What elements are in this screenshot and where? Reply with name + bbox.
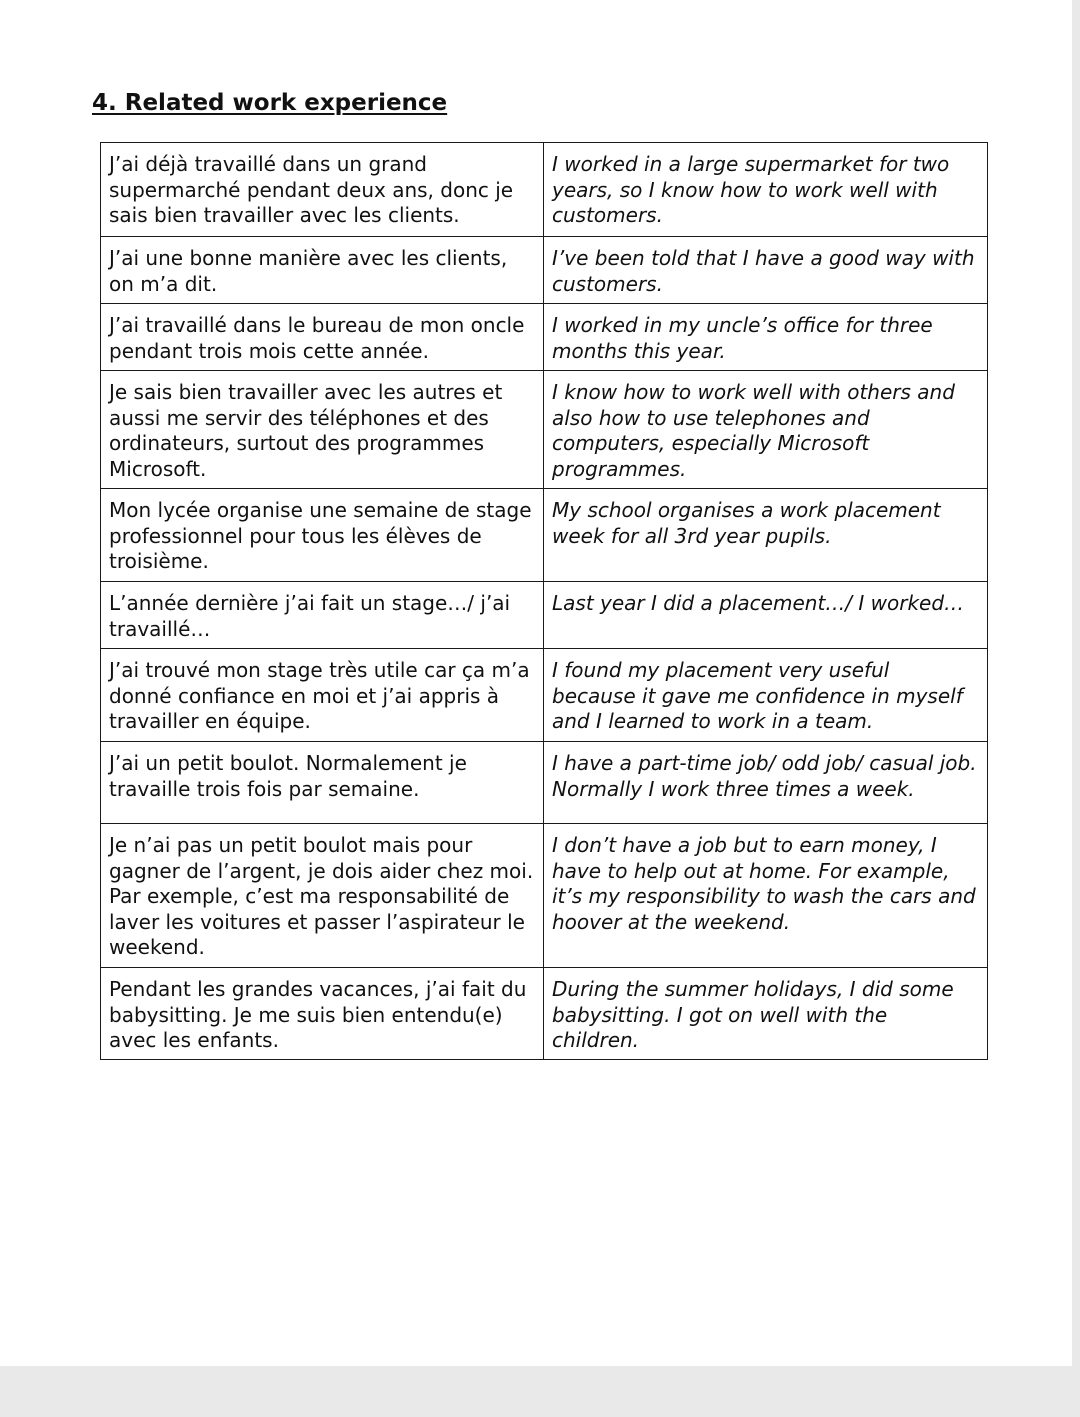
- french-phrase: J’ai travaillé dans le bureau de mon oncle pendant trois mois cette année.: [101, 304, 544, 371]
- table-row: [101, 742, 988, 824]
- table-row: [101, 143, 988, 237]
- english-translation: I’ve been told that I have a good way with customers.: [544, 237, 988, 304]
- table-row: [101, 237, 988, 304]
- english-translation: I worked in my uncle’s office for three months this year.: [544, 304, 988, 371]
- table-row: [101, 649, 988, 742]
- table-row: [101, 582, 988, 649]
- french-phrase: L’année dernière j’ai fait un stage…/ j’ai travaillé…: [101, 582, 544, 649]
- french-phrase: J’ai déjà travaillé dans un grand supermarché pendant deux ans, donc je sais bien travailler avec les clients.: [101, 143, 544, 237]
- section-heading: 4. Related work experience: [92, 90, 448, 116]
- english-translation: I found my placement very useful because it gave me confidence in myself and I learned to work in a team.: [544, 649, 988, 742]
- french-phrase: Mon lycée organise une semaine de stage professionnel pour tous les élèves de troisième.: [101, 489, 544, 582]
- english-translation: I know how to work well with others and also how to use telephones and computers, especially Microsoft programmes.: [544, 371, 988, 489]
- french-phrase: Je n’ai pas un petit boulot mais pour gagner de l’argent, je dois aider chez moi. Par exemple, c’est ma responsabilité de laver les voitures et passer l’aspirateur le weekend.: [101, 824, 544, 968]
- table-row: [101, 304, 988, 371]
- french-phrase: J’ai trouvé mon stage très utile car ça m’a donné confiance en moi et j’ai appris à travailler en équipe.: [101, 649, 544, 742]
- french-phrase: Pendant les grandes vacances, j’ai fait du babysitting. Je me suis bien entendu(e) avec les enfants.: [101, 968, 544, 1060]
- english-translation: During the summer holidays, I did some babysitting. I got on well with the children.: [544, 968, 988, 1060]
- phrase-table: [100, 142, 988, 1060]
- table-row: [101, 371, 988, 489]
- french-phrase: Je sais bien travailler avec les autres et aussi me servir des téléphones et des ordinateurs, surtout des programmes Microsoft.: [101, 371, 544, 489]
- english-translation: I worked in a large supermarket for two years, so I know how to work well with customers.: [544, 143, 988, 237]
- english-translation: I have a part-time job/ odd job/ casual job. Normally I work three times a week.: [544, 742, 988, 824]
- french-phrase: J’ai une bonne manière avec les clients, on m’a dit.: [101, 237, 544, 304]
- english-translation: I don’t have a job but to earn money, I have to help out at home. For example, it’s my responsibility to wash the cars and hoover at the weekend.: [544, 824, 988, 968]
- table-row: [101, 489, 988, 582]
- french-phrase: J’ai un petit boulot. Normalement je travaille trois fois par semaine.: [101, 742, 544, 824]
- english-translation: My school organises a work placement week for all 3rd year pupils.: [544, 489, 988, 582]
- table-row: [101, 968, 988, 1060]
- english-translation: Last year I did a placement…/ I worked…: [544, 582, 988, 649]
- table-row: [101, 824, 988, 968]
